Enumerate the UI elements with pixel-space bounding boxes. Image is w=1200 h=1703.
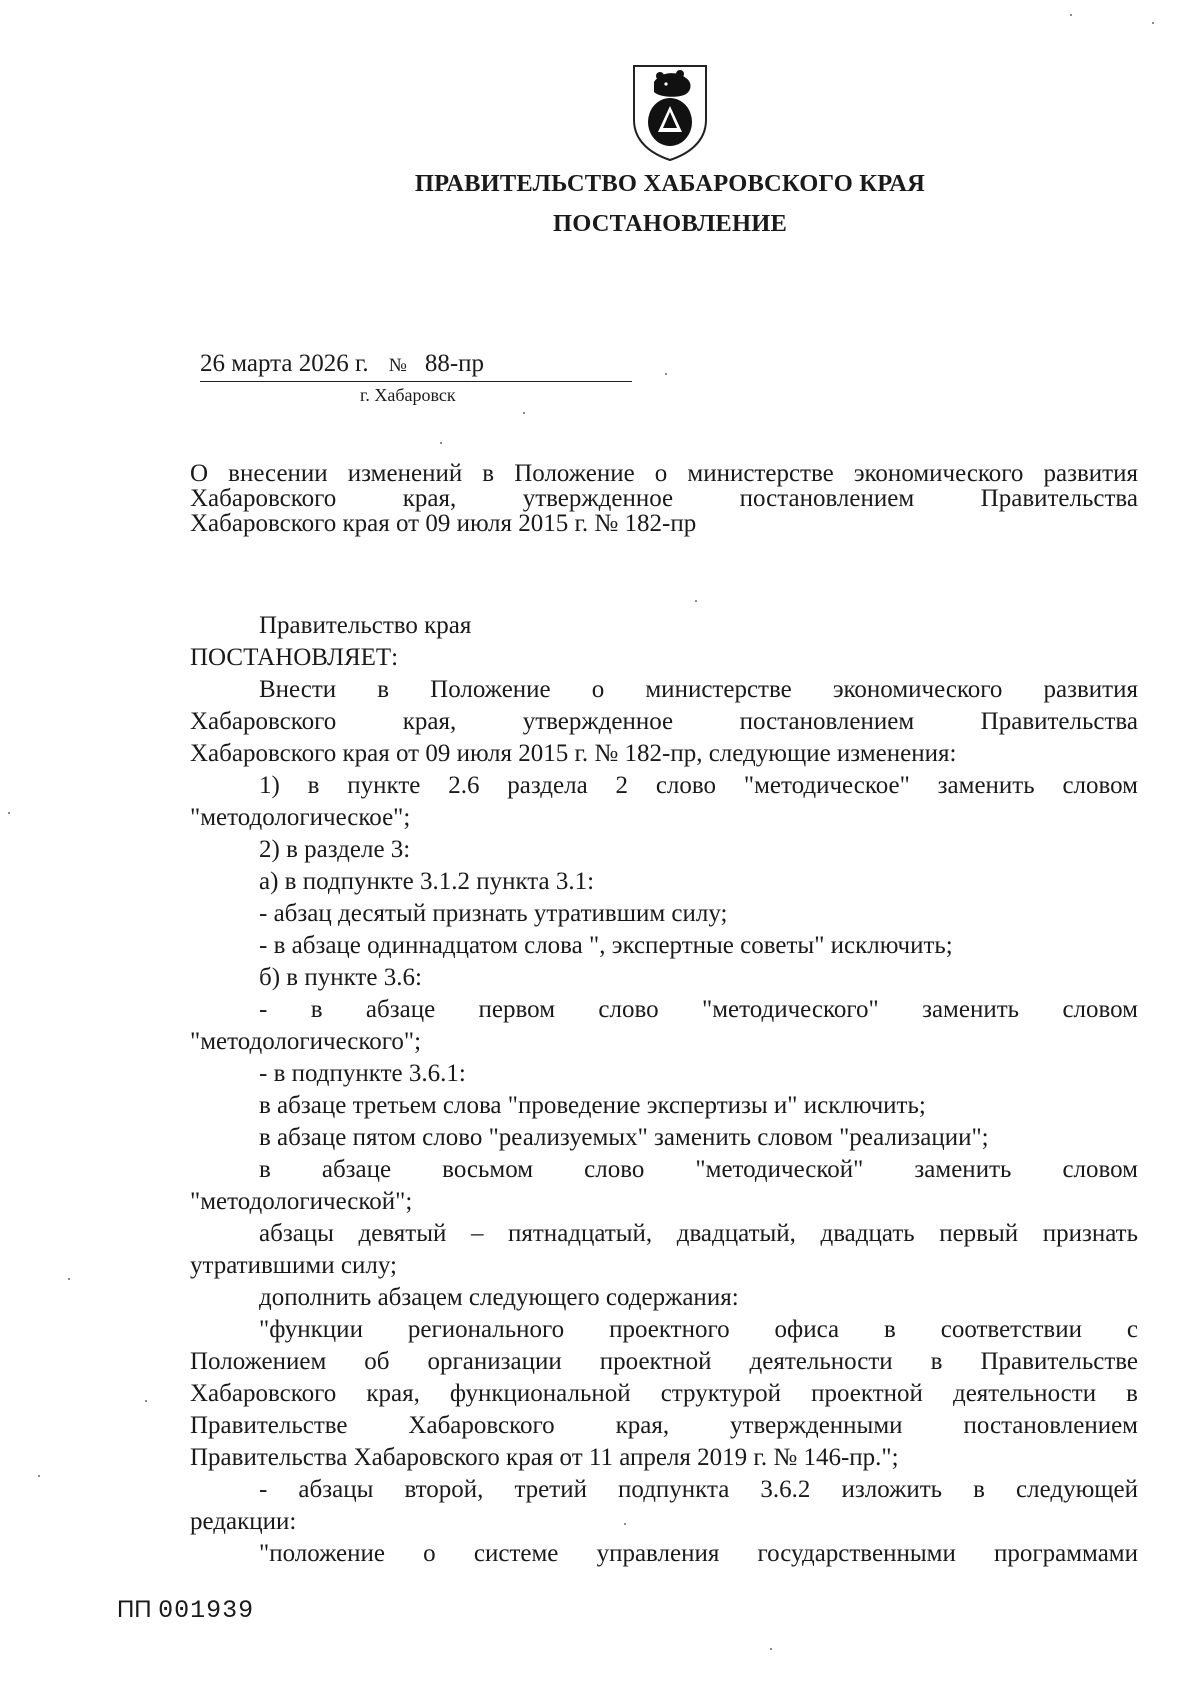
body-line: в абзаце пятом слово "реализуемых" заменить словом "реализации"; <box>259 1124 989 1151</box>
document-date: 26 марта 2026 г. <box>200 350 369 377</box>
document-type-heading: ПОСТАНОВЛЕНИЕ <box>552 210 788 237</box>
body-line: 2) в разделе 3: <box>259 836 411 863</box>
document-body <box>190 610 1138 1570</box>
document-number: 88-пр <box>424 350 485 377</box>
body-line: Хабаровского края от 09 июля 2015 г. № 182-пр, следующие изменения: <box>190 740 957 767</box>
body-line: Правительства Хабаровского края от 11 апреля 2019 г. № 146-пр."; <box>190 1444 899 1471</box>
scan-speck <box>1070 14 1072 16</box>
body-line: в абзаце третьем слова "проведение экспертизы и" исключить; <box>259 1092 926 1119</box>
body-line: "методологической"; <box>190 1188 413 1215</box>
body-line: "положение о системе управления государственными программами <box>259 1540 1138 1567</box>
body-line: Внести в Положение о министерстве экономического развития <box>259 676 1138 703</box>
body-line: - в абзаце одиннадцатом слова ", экспертные советы" исключить; <box>259 932 953 959</box>
body-line: "функции регионального проектного офиса в соответствии с <box>259 1316 1138 1343</box>
scan-speck <box>1152 22 1154 24</box>
scan-speck <box>440 442 442 444</box>
body-line: дополнить абзацем следующего содержания: <box>259 1284 739 1311</box>
khabarovsk-coat-of-arms-icon <box>630 62 710 162</box>
date-underline <box>200 381 632 382</box>
scan-speck <box>38 1475 40 1477</box>
scan-speck <box>145 1400 147 1402</box>
document-title <box>190 461 1138 536</box>
form-series: ПП <box>117 1596 152 1623</box>
scan-speck <box>8 812 10 814</box>
date-number-line <box>200 350 484 378</box>
body-line: Правительство края <box>259 612 472 639</box>
body-line: - абзацы второй, третий подпункта 3.6.2 изложить в следующей <box>259 1476 1138 1503</box>
scan-speck <box>665 373 667 375</box>
body-line: утратившими силу; <box>190 1252 397 1279</box>
scan-speck <box>770 1648 772 1650</box>
form-serial-number <box>117 1596 254 1625</box>
form-serial: 001939 <box>158 1596 255 1625</box>
body-line: в абзаце восьмом слово "методической" заменить словом <box>259 1156 1138 1183</box>
scan-speck <box>68 1278 70 1280</box>
body-line: Правительстве Хабаровского края, утвержденными постановлением <box>190 1412 1138 1439</box>
body-line: абзацы девятый – пятнадцатый, двадцатый, двадцать первый признать <box>259 1220 1138 1247</box>
title-line: Хабаровского края, утвержденное постановлением Правительства <box>190 485 1138 512</box>
body-line: а) в подпункте 3.1.2 пункта 3.1: <box>259 868 595 895</box>
body-line: - в абзаце первом слово "методического" заменить словом <box>259 996 1138 1023</box>
number-sign: № <box>388 355 407 376</box>
body-line: - в подпункте 3.6.1: <box>259 1060 466 1087</box>
body-line: "методологического"; <box>190 1028 422 1055</box>
body-line: б) в пункте 3.6: <box>259 964 422 991</box>
body-line: Хабаровского края, функциональной структурой проектной деятельности в <box>190 1380 1138 1407</box>
body-line: Хабаровского края, утвержденное постановлением Правительства <box>190 708 1138 735</box>
title-line: О внесении изменений в Положение о министерстве экономического развития <box>190 460 1138 487</box>
body-line: - абзац десятый признать утратившим силу; <box>259 900 728 927</box>
city-label: г. Хабаровск <box>360 385 456 405</box>
body-line: 1) в пункте 2.6 раздела 2 слово "методическое" заменить словом <box>259 772 1138 799</box>
body-line: "методологическое"; <box>190 804 411 831</box>
body-line: Положением об организации проектной деятельности в Правительстве <box>190 1348 1138 1375</box>
body-line: редакции: <box>190 1508 297 1535</box>
organization-heading: ПРАВИТЕЛЬСТВО ХАБАРОВСКОГО КРАЯ <box>414 170 926 197</box>
title-line: Хабаровского края от 09 июля 2015 г. № 182-пр <box>190 510 697 537</box>
scan-speck <box>624 1523 626 1525</box>
body-line: ПОСТАНОВЛЯЕТ: <box>190 644 399 671</box>
scan-speck <box>695 600 697 602</box>
scan-speck <box>523 412 525 414</box>
